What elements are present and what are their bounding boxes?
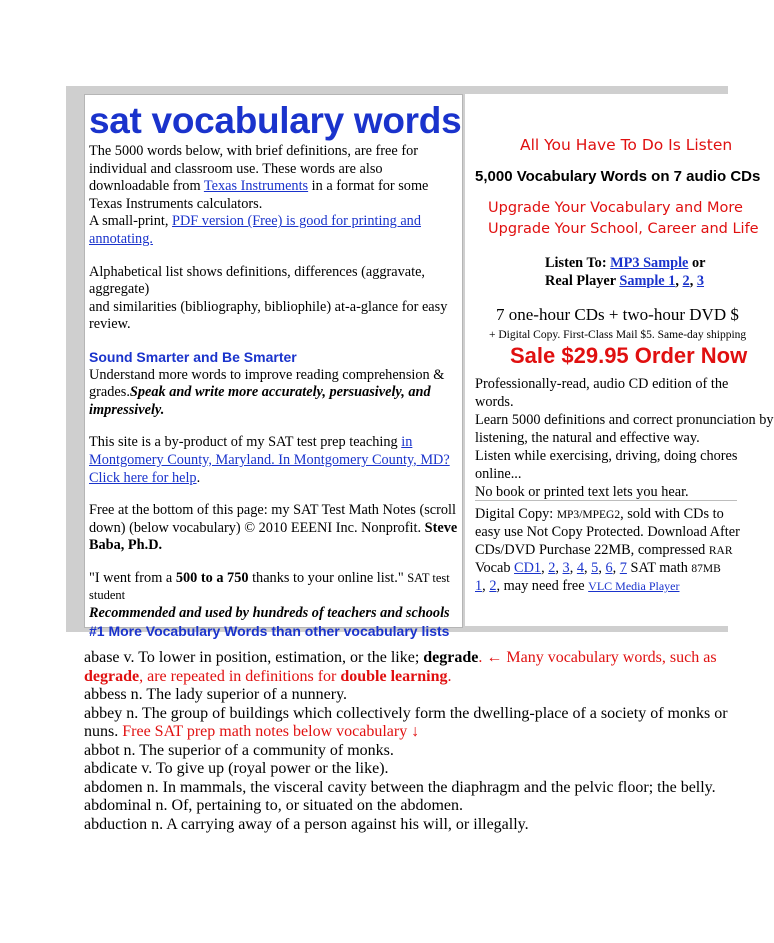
digital-copy-3: CDs/DVD Purchase 22MB, compressed RAR <box>475 542 733 558</box>
recommended-text: Recommended and used by hundreds of teachers and schools <box>89 605 450 622</box>
digital-copy-1: Digital Copy: MP3/MPEG2, sold with CDs to <box>475 506 724 522</box>
math-link[interactable]: 1 <box>475 578 483 594</box>
cd-link[interactable]: 4 <box>576 560 584 576</box>
page-title: sat vocabulary words <box>89 100 462 141</box>
digital-copy-line: + Digital Copy. First-Class Mail $5. Same-day shipping <box>489 329 747 341</box>
intro-panel <box>84 94 463 639</box>
mp3-sample-link[interactable]: MP3 Sample <box>610 255 689 271</box>
testimonial: "I went from a 500 to a 750 thanks to your online list." SAT test student <box>89 569 450 603</box>
section-heading: Sound Smarter and Be Smarter <box>89 348 297 365</box>
upgrade-line-2: Upgrade Your School, Career and Life <box>488 221 759 237</box>
description-2: words. <box>475 394 514 410</box>
spacer <box>89 419 461 434</box>
list-item: abase v. To lower in position, estimation, or the like; degrade. ← Many vocabulary words, such as degrade, are repeated in definitions for double learning. <box>84 649 717 685</box>
byproduct-text: This site is a by-product of my SAT test prep teaching in Montgomery County, Maryland. In Montgomery County, MD? Click here for help. <box>89 434 450 486</box>
sample-3-link[interactable]: 3 <box>696 273 705 289</box>
list-item: abdominal n. Of, pertaining to, or situated on the abdomen. <box>84 797 464 814</box>
divider <box>475 500 737 501</box>
list-item: abdicate v. To give up (royal power or the like). <box>84 760 389 777</box>
digital-copy-5: 1, 2, may need free VLC Media Player <box>475 578 680 594</box>
more-words-heading: #1 More Vocabulary Words than other vocabulary lists <box>89 622 450 639</box>
author-name: Steve Baba, Ph.D. <box>89 519 458 554</box>
description-1: Professionally-read, audio CD edition of the <box>475 376 729 392</box>
digital-copy-4: Vocab CD1, 2, 3, 4, 5, 6, 7 SAT math 87MB <box>475 560 721 576</box>
cd-link[interactable]: 5 <box>591 560 599 576</box>
math-link[interactable]: 2 <box>489 578 497 594</box>
sample-1-link[interactable]: Sample 1 <box>619 273 676 289</box>
cd-link[interactable]: 6 <box>605 560 613 576</box>
texas-instruments-link[interactable]: Texas Instruments <box>203 178 309 195</box>
alphabetical-text-1: Alphabetical list shows definitions, differences (aggravate, aggregate) <box>89 263 426 298</box>
listen-headline: All You Have To Do Is Listen <box>520 136 733 154</box>
cd-link[interactable]: 3 <box>562 560 570 576</box>
digital-copy-2: easy use Not Copy Protected. Download After <box>475 524 740 540</box>
cd-link[interactable]: 7 <box>619 560 627 576</box>
description-6: online... <box>475 466 522 482</box>
pdf-text: A small-print, PDF version (Free) is good for printing and annotating. <box>89 213 421 247</box>
product-title: 5,000 Vocabulary Words on 7 audio CDs <box>475 168 761 185</box>
spacer <box>89 334 461 349</box>
alphabetical-text-2: and similarities (bibliography, bibliophile) at-a-glance for easy review. <box>89 298 448 333</box>
spacer <box>89 555 461 570</box>
listen-to-line: Listen To: MP3 Sample or <box>545 255 706 271</box>
list-item: abbot n. The superior of a community of monks. <box>84 741 394 759</box>
real-player-line: Real Player Sample 1, 2, 3 <box>545 273 705 289</box>
cd-link[interactable]: CD1 <box>514 560 542 576</box>
upgrade-line-1: Upgrade Your Vocabulary and More <box>488 200 743 216</box>
list-item: abduction n. A carrying away of a person against his will, or illegally. <box>84 815 529 833</box>
vocabulary-list <box>84 649 728 834</box>
list-item: abdomen n. In mammals, the visceral cavity between the diaphragm and the pelvic floor; the belly. <box>84 778 716 796</box>
list-item: abbey n. The group of buildings which collectively form the dwelling-place of a society of monks or nuns. Free SAT prep math notes below vocabulary ↓ <box>84 704 728 740</box>
vlc-link[interactable]: VLC Media Player <box>588 579 680 593</box>
spacer <box>89 487 461 502</box>
product-panel <box>465 94 774 626</box>
cd-link[interactable]: 2 <box>548 560 556 576</box>
list-item: abbess n. The lady superior of a nunnery. <box>84 686 348 703</box>
description-5: Listen while exercising, driving, doing chores <box>475 448 738 464</box>
understand-text: Understand more words to improve reading comprehension & grades.Speak and write more accurately, persuasively, and impressively. <box>89 366 445 418</box>
montgomery-county-link[interactable]: in Montgomery County, Maryland. In Montgomery County, MD? Click here for help <box>89 434 450 486</box>
description-4: listening, the natural and effective way. <box>475 430 700 446</box>
cds-line: 7 one-hour CDs + two-hour DVD $ <box>496 305 739 324</box>
description-7: No book or printed text lets you hear. <box>475 484 689 500</box>
sale-price: Sale $29.95 Order Now <box>510 343 748 368</box>
intro-text: The 5000 words below, with brief definitions, are free for individual and classroom use. These words are also downloadable from Texas Instruments in a format for some Texas Instruments calculators. <box>89 143 429 212</box>
description-3: Learn 5000 definitions and correct pronunciation by <box>475 412 774 428</box>
spacer <box>89 249 461 264</box>
free-notes-text: Free at the bottom of this page: my SAT Test Math Notes (scroll down) (below vocabulary) © 2010 EEENI Inc. Nonprofit. Steve Baba, Ph.D. <box>89 502 458 554</box>
sample-2-link[interactable]: 2 <box>682 273 690 289</box>
pdf-version-link[interactable]: PDF version (Free) is good for printing and annotating. <box>89 213 421 247</box>
